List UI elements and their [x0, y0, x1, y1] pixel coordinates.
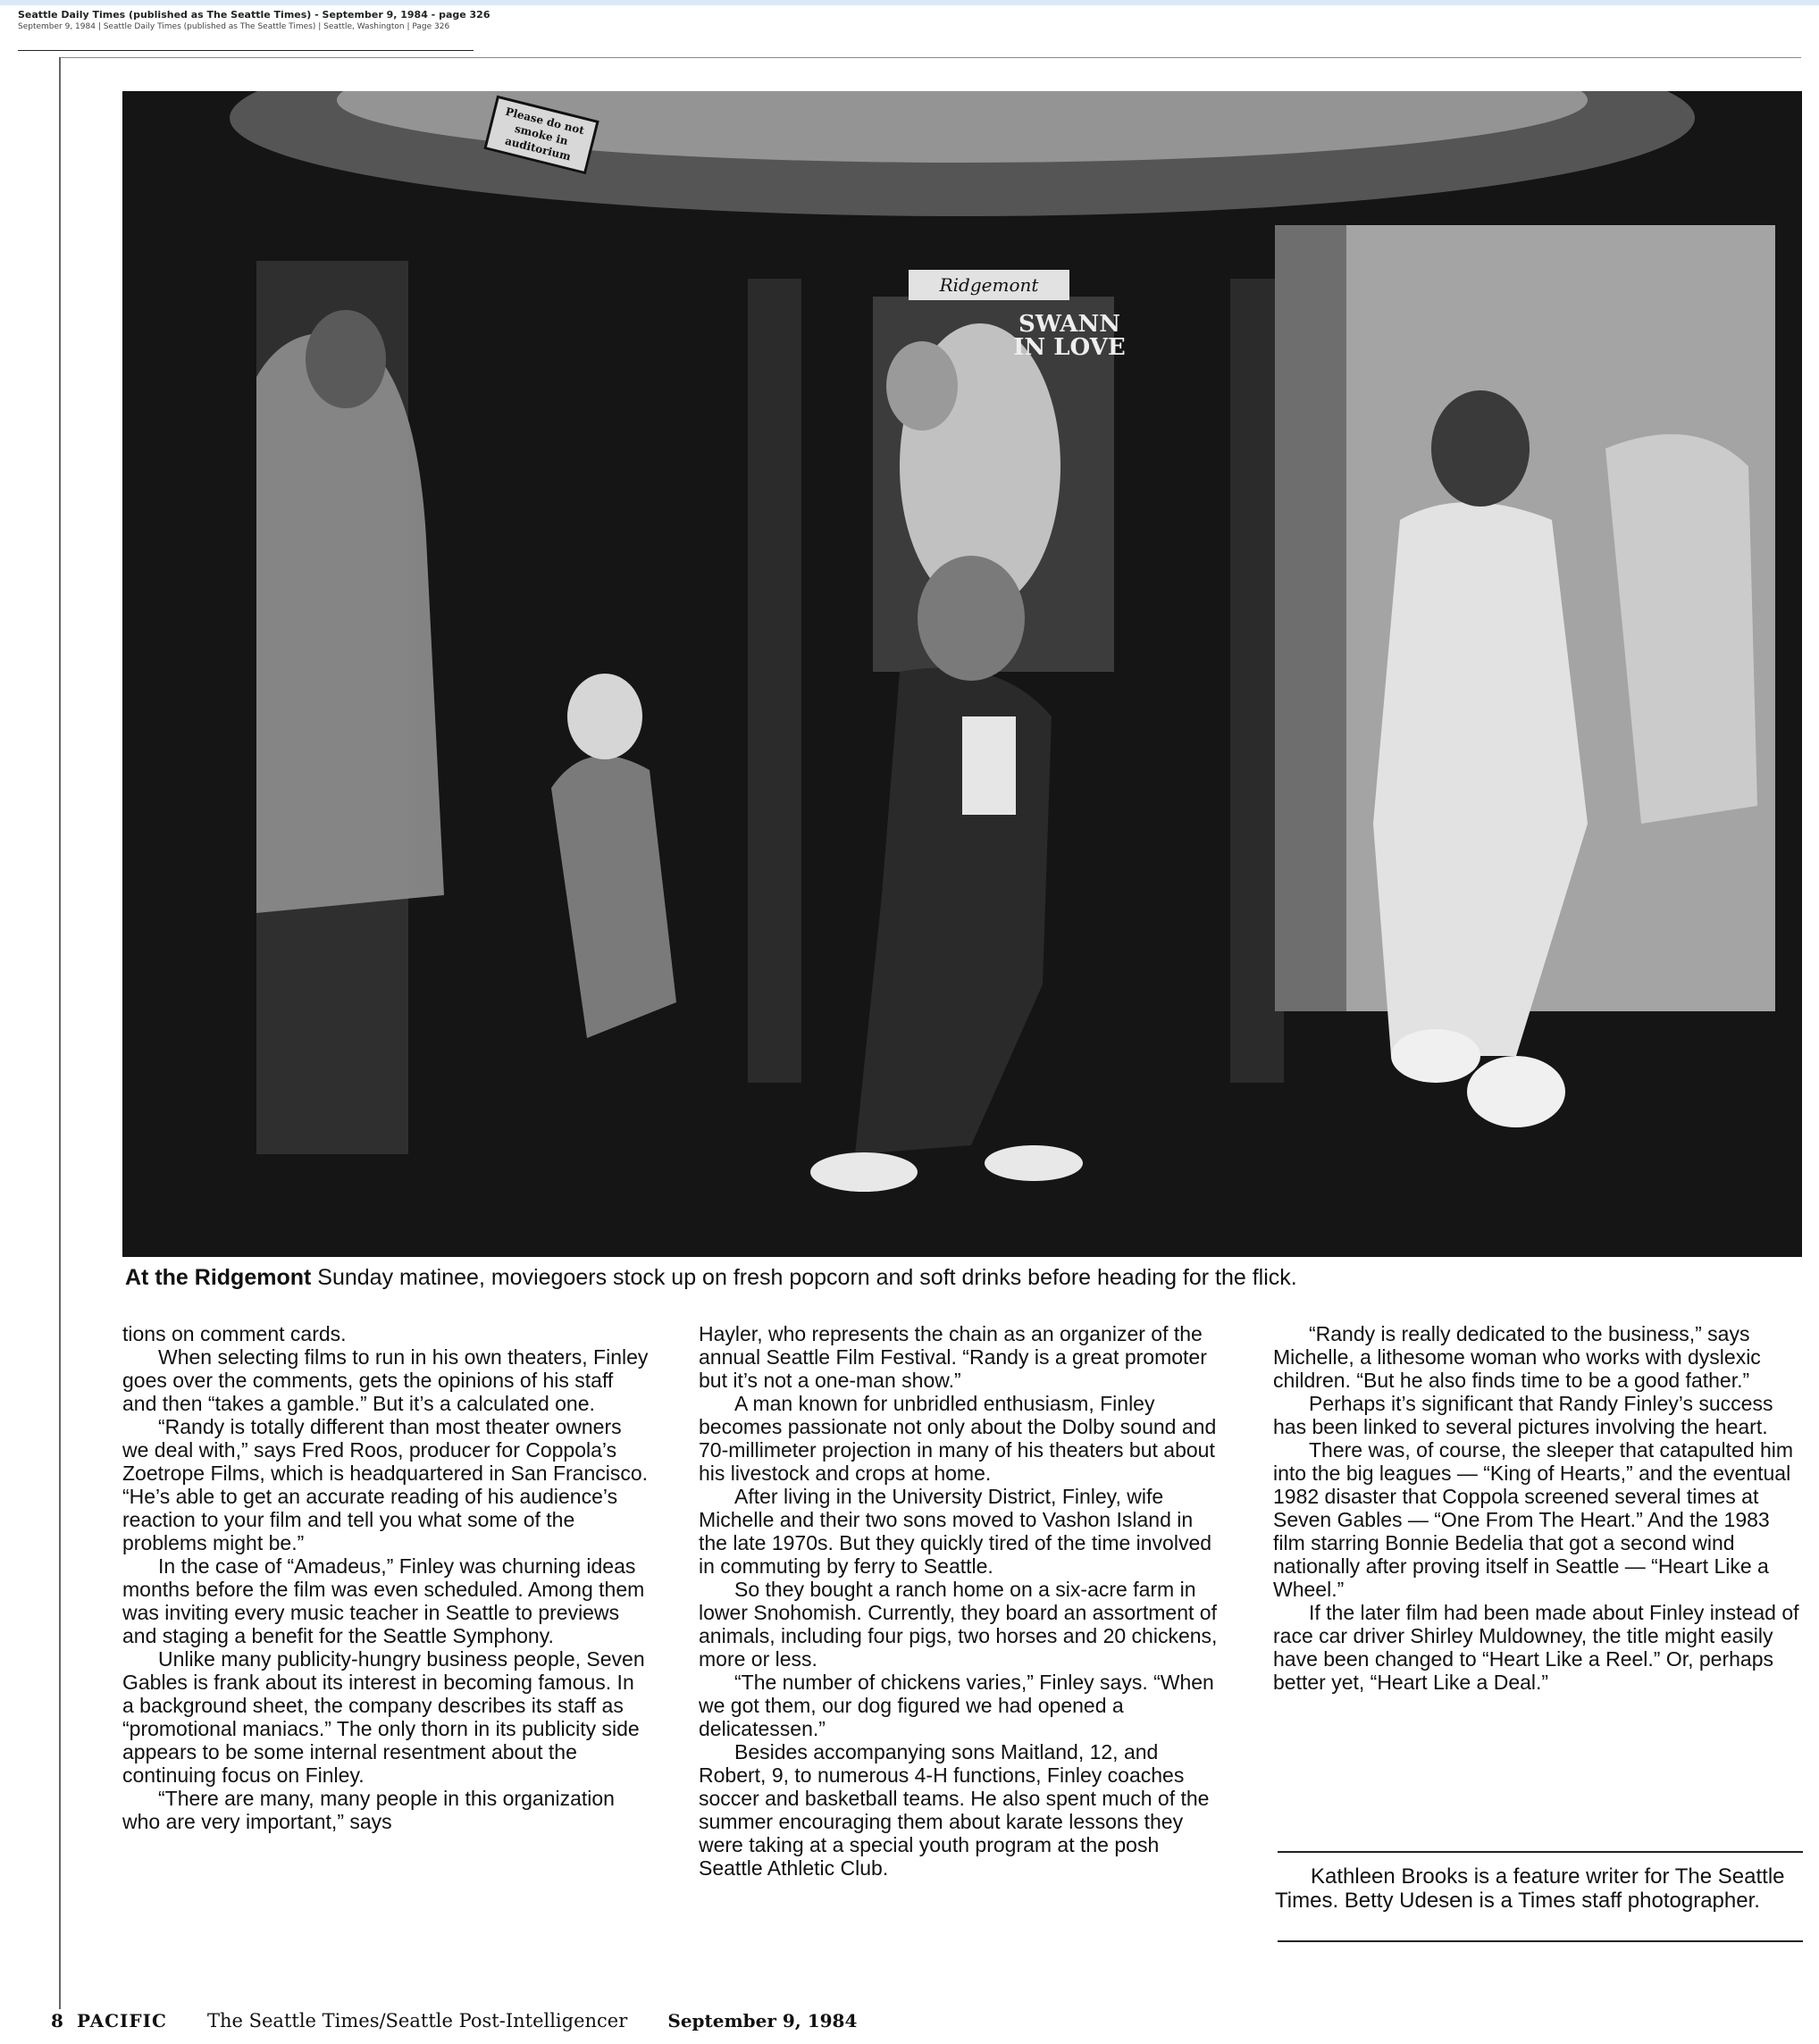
no-smoking-sign: Please do not smoke in auditorium [483, 96, 599, 175]
paragraph: “The number of chickens varies,” Finley says. “When we got them, our dog figured we had opened a delicatessen.” [699, 1671, 1214, 1740]
article-column-2 [699, 1322, 1226, 1880]
page-footer [51, 2010, 857, 2037]
section-name: PACIFIC [77, 2010, 167, 2031]
paragraph: So they bought a ranch home on a six-acre farm in lower Snohomish. Currently, they board an assortment of animals, including four pigs, two horses and 20 chickens, more or less. [699, 1578, 1218, 1671]
theater-lobby-photo [122, 91, 1802, 1257]
paragraph: Perhaps it’s significant that Randy Finley’s success has been linked to several pictures involving the heart. [1273, 1392, 1773, 1438]
document-subtitle: September 9, 1984 | Seattle Daily Times (published as The Seattle Times) | Seattle, Washington | Page 326 [18, 22, 450, 31]
paragraph: “Randy is totally different than most theater owners we deal with,” says Fred Roos, producer for Coppola’s Zoetrope Films, which is headquartered in San Francisco. “He’s able to get an accurate reading of his audience’s reaction to your film and tell you what some of the problems might be.” [122, 1415, 649, 1554]
paragraph: “Randy is really dedicated to the business,” says Michelle, a lithesome woman who works with dyslexic children. “But he also finds time to be a good father.” [1273, 1322, 1761, 1392]
paragraph: tions on comment cards. [122, 1322, 347, 1345]
paragraph: Unlike many publicity-hungry business people, Seven Gables is frank about its interest in becoming famous. In a background sheet, the company describes its staff as “promotional maniacs.” The only thorn in its publicity side appears to be some internal resentment about the continuing focus on Finley. [122, 1647, 645, 1787]
paragraph: There was, of course, the sleeper that catapulted him into the big leagues — “King of Hearts,” and the eventual 1982 disaster that Coppola screened several times at Seven Gables — “One From The Heart.” And the 1983 film starring Bonnie Bedelia that got a second wind nationally after proving itself in Seattle — “Heart Like a Wheel.” [1273, 1438, 1794, 1601]
poster-title: SWANN IN LOVE [1013, 311, 1126, 361]
photo-caption [125, 1265, 1297, 1291]
page-frame-top [59, 57, 1801, 58]
document-title: Seattle Daily Times (published as The Seattle Times) - September 9, 1984 - page 326 [18, 9, 490, 21]
article-column-1 [122, 1322, 650, 1833]
paragraph: A man known for unbridled enthusiasm, Finley becomes passionate not only about the Dolby sound and 70-millimeter projection in many of his theaters but about his livestock and crops at home. [699, 1392, 1217, 1485]
byline-rule-top [1278, 1851, 1803, 1853]
article-column-3 [1273, 1322, 1800, 1694]
paragraph: After living in the University District, Finley, wife Michelle and their two sons moved to Vashon Island in the late 1970s. But they quickly tired of the time involved in commuting by ferry to Seattle. [699, 1485, 1212, 1578]
paragraph: “There are many, many people in this organization who are very important,” says [122, 1787, 615, 1833]
paragraph: Hayler, who represents the chain as an organizer of the annual Seattle Film Festival. “Randy is a great promoter but it’s not a one-man show.” [699, 1322, 1207, 1392]
caption-lead: At the Ridgemont [125, 1265, 312, 1290]
paragraph: Besides accompanying sons Maitland, 12, and Robert, 9, to numerous 4-H functions, Finley coaches soccer and basketball teams. He also spent much of the summer encouraging them about karate lessons they were taking at a special youth program at the posh Seattle Athletic Club. [699, 1740, 1210, 1880]
page-number: 8 [51, 2010, 63, 2031]
author-byline: Kathleen Brooks is a feature writer for The Seattle Times. Betty Udesen is a Times staff photographer. [1275, 1864, 1785, 1913]
photo-scene [122, 91, 1802, 1257]
paragraph: In the case of “Amadeus,” Finley was churning ideas months before the film was even scheduled. Among them was inviting every music teacher in Seattle to previews and staging a benefit for the Seattle Symphony. [122, 1554, 645, 1647]
page-frame-left [59, 57, 61, 2009]
top-accent-bar [0, 0, 1819, 5]
paragraph: If the later film had been made about Finley instead of race car driver Shirley Muldowney, the title might easily have been changed to “Heart Like a Reel.” Or, perhaps better yet, “Heart Like a Deal.” [1273, 1601, 1799, 1694]
ridgemont-marquee: Ridgemont [909, 270, 1069, 300]
header-rule [18, 50, 474, 51]
caption-text: Sunday matinee, moviegoers stock up on fresh popcorn and soft drinks before heading for the flick. [311, 1265, 1297, 1290]
publication-date: September 9, 1984 [667, 2010, 858, 2031]
byline-rule-bottom [1278, 1940, 1803, 1942]
newspaper-name: The Seattle Times/Seattle Post-Intelligencer [206, 2010, 628, 2031]
paragraph: When selecting films to run in his own theaters, Finley goes over the comments, gets the opinions of his staff and then “takes a gamble.” But it’s a calculated one. [122, 1345, 649, 1415]
